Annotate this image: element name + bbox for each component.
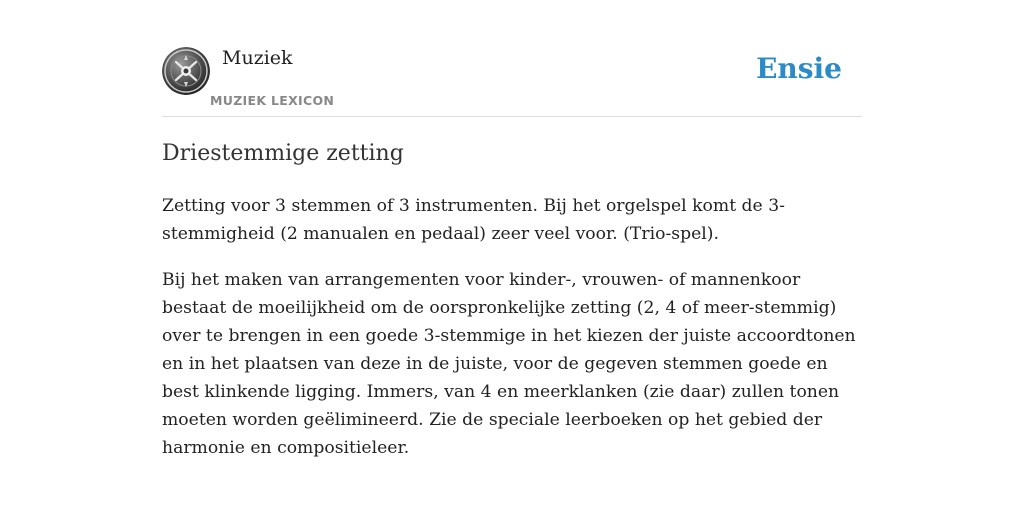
article-paragraph: Bij het maken van arrangementen voor kinder-, vrouwen- of mannenkoor bestaat de moeilijkheid om de oorspronkelijke zetting (2, 4 of meer-stemmig) over te brengen in een goede 3-stemmige in het kiezen der juiste accoordtonen en in het plaatsen van deze in de juiste, voor de gegeven stemmen goede en best klinkende ligging. Immers, van 4 en meerklanken (zie daar) zullen tonen moeten worden geëlimineerd. Zie de speciale leerboeken op het gebied der harmonie en compositieleer. <box>162 270 856 458</box>
page <box>162 0 862 458</box>
article-body <box>162 192 862 480</box>
article-title: Driestemmige zetting <box>162 141 404 166</box>
article-paragraph: Zetting voor 3 stemmen of 3 instrumenten. Bij het orgelspel komt de 3-stemmigheid (2 manualen en pedaal) zeer veel voor. (Trio-spel). <box>162 196 785 244</box>
site-subtitle[interactable]: MUZIEK LEXICON <box>210 93 335 108</box>
music-emblem-icon[interactable] <box>162 47 210 95</box>
header <box>162 0 862 117</box>
brand-logo-link[interactable]: Ensie <box>756 52 842 85</box>
site-name[interactable]: Muziek <box>222 47 293 69</box>
